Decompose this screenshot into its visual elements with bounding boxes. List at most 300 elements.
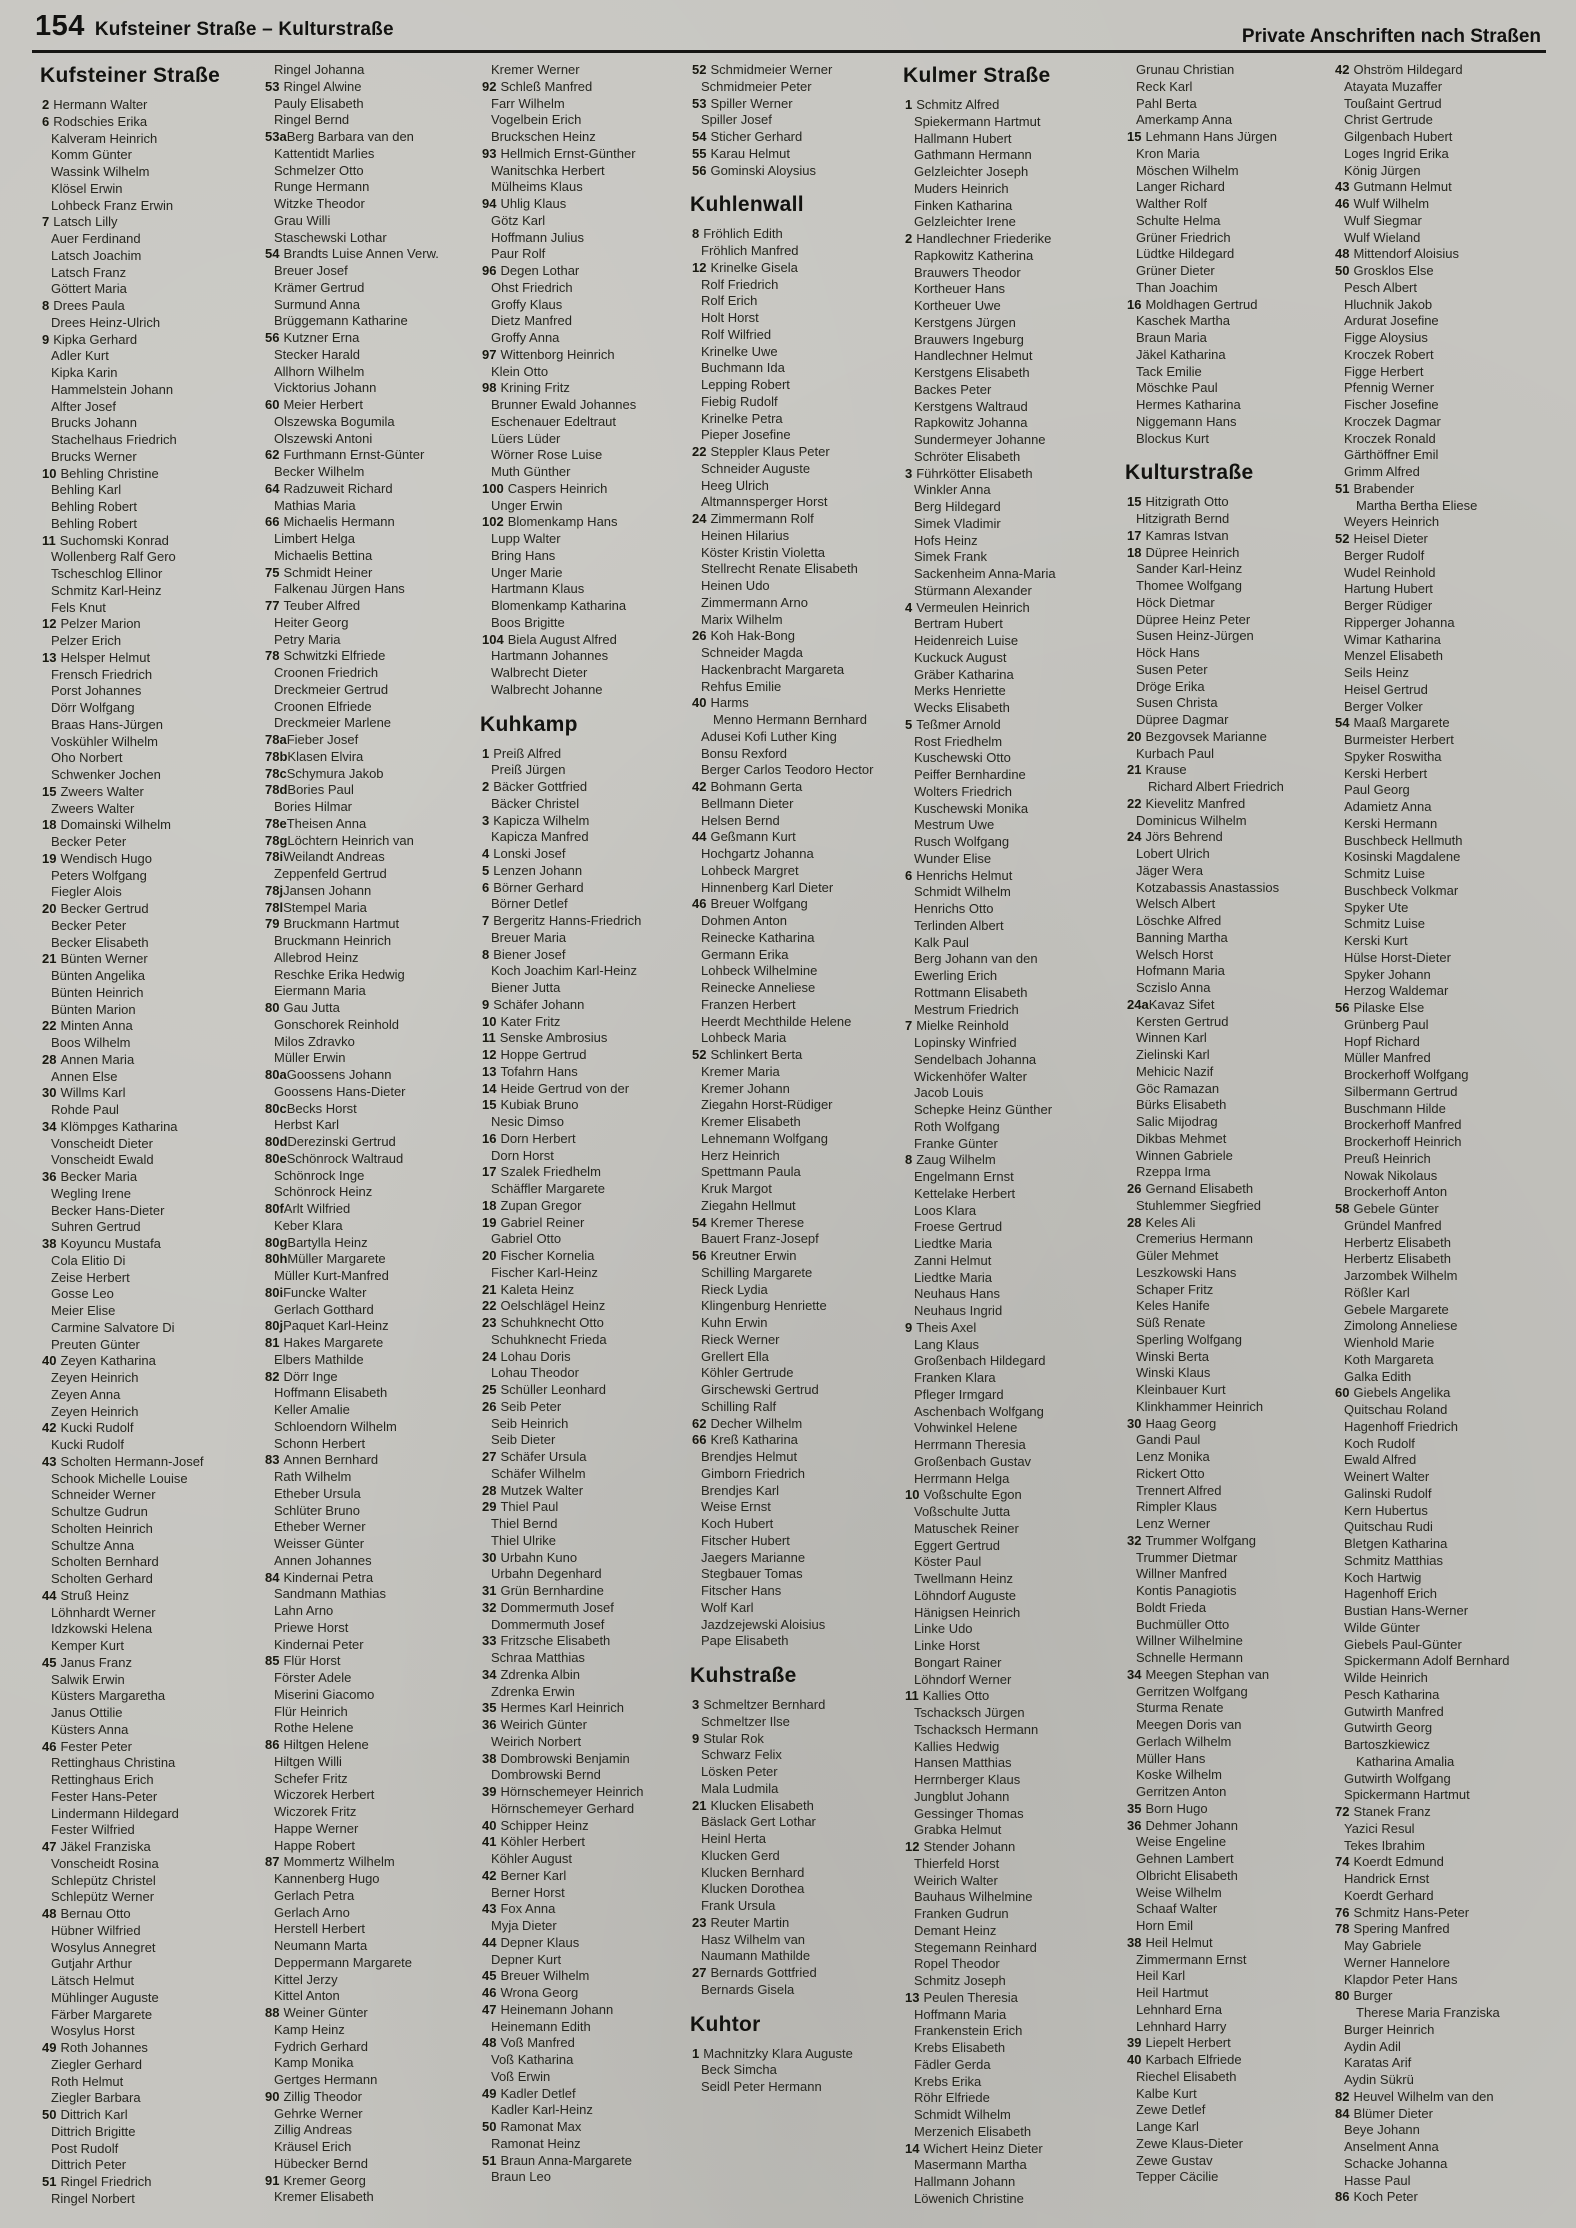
resident-name: Grosklos Else <box>1353 263 1434 278</box>
resident-name: Silbermann Gertrud <box>1344 1083 1458 1099</box>
resident-name: Cola Elitio Di <box>51 1252 126 1268</box>
resident-name: Christ Gertrude <box>1344 112 1433 128</box>
resident-name: Gutwirth Wolfgang <box>1344 1770 1451 1786</box>
resident-name: Wilde Heinrich <box>1344 1670 1428 1685</box>
house-number: 4 <box>905 599 913 615</box>
resident-name: Fitscher Hans <box>701 1583 782 1598</box>
house-number: 26 <box>482 1398 497 1414</box>
resident-name: Jaegers Marianne <box>701 1549 806 1565</box>
resident-name: Miserini Giacomo <box>274 1686 375 1702</box>
house-number: 80j <box>265 1318 284 1334</box>
header-rule <box>32 50 1546 53</box>
house-number: 8 <box>692 226 700 242</box>
resident-name: Jarzombek Wilhelm <box>1344 1268 1458 1283</box>
entry-line <box>692 1965 910 1982</box>
resident-name: Linke Horst <box>914 1638 980 1653</box>
resident-name: Schaaf Walter <box>1136 1901 1218 1917</box>
resident-name: Boldt Frieda <box>1136 1599 1207 1615</box>
house-number: 84 <box>1335 2105 1350 2121</box>
entry-line <box>692 1164 910 1181</box>
entry-line <box>482 1382 700 1399</box>
resident-name: Meegen Stephan van <box>1145 1666 1270 1682</box>
entry-line <box>905 1320 1123 1337</box>
house-number: 54 <box>265 246 280 262</box>
resident-name: Katharina Amalia <box>1356 1753 1455 1769</box>
resident-name: Minten Anna <box>60 1018 133 1034</box>
entry-line <box>1335 1871 1553 1888</box>
entry-line <box>42 2023 260 2040</box>
resident-name: Auer Ferdinand <box>51 231 141 246</box>
entry-line <box>1127 1516 1345 1533</box>
resident-name: Wörner Rose Luise <box>491 447 603 463</box>
resident-name: Spering Manfred <box>1353 1921 1450 1937</box>
resident-name: Dominicus Wilhelm <box>1136 812 1247 828</box>
entry-line <box>265 749 483 766</box>
entry-line <box>1127 1047 1345 1064</box>
resident-name: Meegen Doris van <box>1136 1717 1242 1732</box>
resident-name: Kremer Maria <box>701 1063 780 1079</box>
entry-line <box>692 679 910 696</box>
resident-name: Göc Ramazan <box>1136 1080 1220 1096</box>
resident-name: Koyuncu Mustafa <box>60 1236 161 1251</box>
house-number: 54 <box>1335 715 1350 731</box>
house-number: 24 <box>1127 829 1142 845</box>
resident-name: Dittrich Karl <box>60 2107 128 2122</box>
resident-name: Klucken Gerd <box>701 1847 780 1863</box>
entry-line <box>1335 1000 1553 1017</box>
resident-name: Kleinbauer Kurt <box>1136 1382 1226 1397</box>
resident-name: Braun Maria <box>1136 330 1207 345</box>
resident-name: Kamp Monika <box>274 2055 354 2071</box>
resident-name: Spyker Roswitha <box>1344 748 1442 764</box>
entry-line <box>265 1235 483 1252</box>
resident-name: Gernand Elisabeth <box>1145 1181 1254 1196</box>
resident-name: Wassink Wilhelm <box>51 164 150 179</box>
resident-name: Annen Bernhard <box>283 1452 379 1468</box>
resident-name: Heisel Dieter <box>1353 531 1428 546</box>
resident-name: Schwarz Felix <box>701 1747 782 1763</box>
house-number: 3 <box>692 1697 700 1712</box>
entry-line <box>1127 1081 1345 1098</box>
resident-name: Schröter Elisabeth <box>914 448 1021 464</box>
resident-name: Pelzer Marion <box>60 616 141 632</box>
entry-line <box>905 918 1123 935</box>
resident-name: Gonschorek Reinhold <box>274 1016 400 1032</box>
resident-name: Witzke Theodor <box>274 196 365 211</box>
entry-line <box>42 750 260 767</box>
entry-line <box>42 851 260 868</box>
resident-name: Spickermann Hartmut <box>1344 1787 1470 1803</box>
entry-line <box>265 1184 483 1201</box>
entry-line <box>1335 1402 1553 1419</box>
entry-line <box>1335 1318 1553 1335</box>
resident-name: Heiter Georg <box>274 614 349 630</box>
entry-line <box>905 2074 1123 2091</box>
resident-name: Stellrecht Renate Elisabeth <box>701 561 858 577</box>
entry-line <box>1335 1854 1553 1871</box>
entry-line <box>265 330 483 347</box>
house-number: 53 <box>692 95 707 111</box>
house-number: 80f <box>265 1201 284 1216</box>
resident-name: Hochgartz Johanna <box>701 846 814 861</box>
entry-line <box>482 1818 700 1835</box>
entry-line <box>265 1034 483 1051</box>
entry-line <box>265 1955 483 1972</box>
house-number: 51 <box>42 2174 57 2189</box>
resident-name: Jäkel Katharina <box>1136 346 1226 362</box>
entry-line <box>1127 1734 1345 1751</box>
entry-line <box>42 265 260 282</box>
entry-line <box>692 1265 910 1282</box>
resident-name: Stempel Maria <box>283 899 367 915</box>
entry-line <box>42 1320 260 1337</box>
resident-name: Peulen Theresia <box>923 1989 1018 2005</box>
entry-line <box>692 779 910 796</box>
house-number: 1 <box>692 2045 700 2061</box>
house-number: 35 <box>482 1700 497 1716</box>
entry-line <box>905 1085 1123 1102</box>
entry-line <box>1127 297 1345 314</box>
resident-name: Schlepütz Werner <box>51 1889 155 1905</box>
entry-line <box>905 1822 1123 1839</box>
resident-name: Riechel Elisabeth <box>1136 2068 1237 2084</box>
entry-line <box>265 1888 483 1905</box>
entry-line <box>905 482 1123 499</box>
resident-name: Kittel Jerzy <box>274 1971 338 1987</box>
resident-name: Kontis Panagiotis <box>1136 1583 1237 1598</box>
house-number: 43 <box>482 1901 497 1917</box>
resident-name: Kapicza Wilhelm <box>493 812 590 828</box>
resident-name: Kerski Kurt <box>1344 933 1408 948</box>
entry-line <box>1127 1231 1345 1248</box>
entry-line <box>482 96 700 113</box>
resident-name: Hübecker Bernd <box>274 2155 368 2171</box>
entry-line <box>482 1885 700 1902</box>
entry-line <box>1127 561 1345 578</box>
entry-line <box>42 248 260 265</box>
resident-name: Pape Elisabeth <box>701 1633 789 1649</box>
resident-name: Fydrich Gerhard <box>274 2038 368 2054</box>
resident-name: Schmitz Matthias <box>1344 1552 1443 1568</box>
entry-line <box>482 997 700 1014</box>
resident-name: Pesch Katharina <box>1344 1686 1440 1702</box>
resident-name: Lohau Theodor <box>491 1365 579 1381</box>
entry-line <box>905 198 1123 215</box>
entry-line <box>265 431 483 448</box>
street-heading: Kulmer Straße <box>903 64 1051 87</box>
house-number: 78j <box>265 882 284 898</box>
resident-name: Gutwirth Manfred <box>1344 1703 1444 1719</box>
house-number: 36 <box>42 1169 57 1184</box>
entry-line <box>42 633 260 650</box>
resident-name: Becker Hans-Dieter <box>51 1202 165 1218</box>
entry-line <box>905 382 1123 399</box>
entry-line <box>692 829 910 846</box>
resident-name: Kremer Werner <box>491 62 580 77</box>
resident-name: Seils Heinz <box>1344 665 1410 680</box>
entry-line <box>1335 1737 1553 1754</box>
entry-line <box>905 516 1123 533</box>
resident-name: Schymura Jakob <box>286 765 384 781</box>
resident-name: Froese Gertrud <box>914 1219 1003 1235</box>
resident-name: Blümer Dieter <box>1353 2105 1433 2121</box>
entry-line <box>265 531 483 548</box>
house-number: 86 <box>1335 2189 1350 2205</box>
entry-line <box>692 1915 910 1932</box>
entry-line <box>1127 1064 1345 1081</box>
entry-line <box>482 414 700 431</box>
entry-line <box>692 1047 910 1064</box>
resident-name: Göttert Maria <box>51 281 127 297</box>
resident-name: Bernau Otto <box>60 1906 131 1921</box>
entry-line <box>692 1382 910 1399</box>
house-number: 94 <box>482 196 497 211</box>
entry-line <box>1335 62 1553 79</box>
entry-line <box>692 1332 910 1349</box>
house-number: 76 <box>1335 1904 1350 1920</box>
resident-name: Priewe Horst <box>274 1619 349 1635</box>
entry-line <box>692 1814 910 1831</box>
house-number: 10 <box>482 1013 497 1029</box>
entry-line <box>265 1067 483 1084</box>
entry-line <box>1335 1620 1553 1637</box>
house-number: 62 <box>692 1415 707 1431</box>
house-number: 40 <box>482 1817 497 1833</box>
resident-name: Grellert Ella <box>701 1348 769 1364</box>
resident-name: Thiel Bernd <box>491 1516 558 1531</box>
entry-line <box>905 2023 1123 2040</box>
entry-line <box>1127 779 1345 796</box>
house-number: 38 <box>1127 1934 1142 1950</box>
entry-line <box>1127 863 1345 880</box>
entry-line <box>1335 1419 1553 1436</box>
entry-line <box>42 164 260 181</box>
resident-name: Koch Hartwig <box>1344 1569 1422 1585</box>
house-number: 9 <box>482 996 490 1012</box>
entry-line <box>1335 565 1553 582</box>
resident-name: Horn Emil <box>1136 1918 1194 1933</box>
resident-name: Gerritzen Anton <box>1136 1784 1227 1799</box>
entry-line <box>1127 628 1345 645</box>
entry-line <box>1127 1131 1345 1148</box>
entry-line <box>692 1747 910 1764</box>
entry-line <box>905 1203 1123 1220</box>
entry-line <box>1335 799 1553 816</box>
resident-name: Kroczek Dagmar <box>1344 413 1441 429</box>
resident-name: Liedtke Maria <box>914 1269 993 1285</box>
resident-name: Scholten Heinrich <box>51 1520 153 1536</box>
entry-line <box>1335 2039 1553 2056</box>
entry-line <box>692 1982 910 1999</box>
entry-line <box>905 1303 1123 1320</box>
resident-name: Finken Katharina <box>914 197 1013 213</box>
resident-name: Pieper Josefine <box>701 427 791 443</box>
resident-name: Hänigsen Heinrich <box>914 1604 1021 1620</box>
resident-name: Henrichs Otto <box>914 901 994 916</box>
entry-line <box>1127 62 1345 79</box>
entry-line <box>482 1700 700 1717</box>
entry-line <box>692 896 910 913</box>
entry-line <box>1127 662 1345 679</box>
resident-name: Schlüter Bruno <box>274 1502 360 1518</box>
entry-line <box>692 1798 910 1815</box>
entry-line <box>265 1017 483 1034</box>
entry-line <box>482 146 700 163</box>
resident-name: Lehnemann Wolfgang <box>701 1130 828 1146</box>
resident-name: Mielke Reinhold <box>916 1018 1009 1034</box>
entry-line <box>692 645 910 662</box>
resident-name: Vogelbein Erich <box>491 112 582 128</box>
entry-line <box>905 851 1123 868</box>
entry-line <box>1335 1771 1553 1788</box>
resident-name: Weirich Günter <box>500 1717 587 1732</box>
resident-name: Wendisch Hugo <box>60 850 153 866</box>
resident-name: Handlechner Friederike <box>916 231 1052 246</box>
resident-name: Kalk Paul <box>914 934 969 950</box>
entry-line <box>1335 464 1553 481</box>
entry-line <box>482 2102 700 2119</box>
resident-name: Ramonat Max <box>500 2119 582 2134</box>
resident-name: Mülheims Klaus <box>491 179 583 195</box>
house-number: 6 <box>42 113 50 129</box>
entry-line <box>42 516 260 533</box>
resident-name: Flür Heinrich <box>274 1703 348 1719</box>
entry-line <box>482 1952 700 1969</box>
resident-name: Seib Peter <box>500 1398 562 1414</box>
entry-line <box>265 883 483 900</box>
entry-line <box>265 96 483 113</box>
resident-name: Spyker Ute <box>1344 899 1409 915</box>
resident-name: Gebele Günter <box>1353 1201 1439 1216</box>
entry-line <box>1335 1503 1553 1520</box>
resident-name: Bünten Werner <box>60 951 148 967</box>
entry-line <box>482 1315 700 1332</box>
entry-line <box>692 226 910 243</box>
entry-line <box>692 411 910 428</box>
resident-name: Berg Hildegard <box>914 499 1001 514</box>
resident-name: Schacke Johanna <box>1344 2155 1448 2171</box>
entry-line <box>692 129 910 146</box>
resident-name: Bories Paul <box>287 782 354 798</box>
house-number: 80i <box>265 1284 284 1300</box>
resident-name: Rothe Helene <box>274 1720 354 1736</box>
resident-name: Groffy Anna <box>491 330 560 345</box>
house-number: 9 <box>905 1319 913 1335</box>
resident-name: Hallmann Johann <box>914 2174 1016 2189</box>
resident-name: Fischer Josefine <box>1344 397 1439 412</box>
resident-name: Stular Rok <box>703 1730 764 1746</box>
entry-line <box>905 2124 1123 2141</box>
resident-name: Degen Lothar <box>500 263 580 278</box>
entry-line <box>1127 1332 1345 1349</box>
resident-name: Loges Ingrid Erika <box>1344 145 1449 161</box>
resident-name: Preuß Heinrich <box>1344 1150 1431 1166</box>
resident-name: Köhler Gertrude <box>701 1365 794 1381</box>
resident-name: Buchmüller Otto <box>1136 1616 1230 1632</box>
entry-line <box>265 900 483 917</box>
resident-name: Meier Elise <box>51 1303 116 1318</box>
street-heading: Kufsteiner Straße <box>40 64 221 87</box>
resident-name: Mittendorf Aloisius <box>1353 246 1459 262</box>
resident-name: Weiner Günter <box>283 2005 368 2020</box>
resident-name: Weyers Heinrich <box>1344 514 1440 530</box>
resident-name: Lohbeck Margret <box>701 862 799 878</box>
resident-name: Keller Amalie <box>274 1402 350 1417</box>
resident-name: Schmitz Luise <box>1344 866 1425 881</box>
resident-name: Teuber Alfred <box>283 598 361 613</box>
entry-line <box>1335 79 1553 96</box>
entry-line <box>1127 263 1345 280</box>
resident-name: Schmelzer Otto <box>274 162 364 178</box>
entry-line <box>1127 196 1345 213</box>
house-number: 78e <box>265 815 287 831</box>
entry-line <box>692 1932 910 1949</box>
entry-line <box>265 2022 483 2039</box>
house-number: 28 <box>482 1482 497 1498</box>
entry-line <box>905 1940 1123 1957</box>
resident-name: Salic Mijodrag <box>1136 1114 1218 1129</box>
entry-line <box>1335 96 1553 113</box>
entry-line <box>692 1865 910 1882</box>
resident-name: Bergeritz Hanns-Friedrich <box>493 913 642 928</box>
house-number: 7 <box>905 1018 913 1034</box>
resident-name: Grün Bernhardine <box>500 1583 604 1598</box>
resident-name: Schlepütz Christel <box>51 1872 156 1888</box>
entry-line <box>905 1772 1123 1789</box>
entry-line <box>265 1653 483 1670</box>
resident-name: Banning Martha <box>1136 929 1228 945</box>
resident-name: Schmitz Karl-Heinz <box>51 582 162 598</box>
entry-line <box>42 1487 260 1504</box>
resident-name: Gerlach Wilhelm <box>1136 1733 1232 1749</box>
entry-line <box>265 816 483 833</box>
entry-line <box>265 1436 483 1453</box>
entry-line <box>42 884 260 901</box>
resident-name: Krinelke Gisela <box>710 259 798 275</box>
entry-line <box>692 846 910 863</box>
resident-name: May Gabriele <box>1344 1938 1422 1953</box>
entry-line <box>1335 1285 1553 1302</box>
entry-line <box>265 699 483 716</box>
resident-name: Herz Heinrich <box>701 1147 780 1163</box>
house-number: 78 <box>1335 1921 1350 1937</box>
resident-name: Dommermuth Josef <box>500 1599 614 1615</box>
house-number: 18 <box>42 817 57 833</box>
entry-line <box>265 1586 483 1603</box>
resident-name: Giebels Angelika <box>1353 1385 1451 1401</box>
entry-line <box>482 2136 700 2153</box>
resident-name: Hoffmann Elisabeth <box>274 1385 388 1401</box>
house-number: 20 <box>482 1248 497 1263</box>
house-number: 14 <box>482 1080 497 1096</box>
entry-line <box>42 985 260 1002</box>
resident-name: Bring Hans <box>491 547 556 563</box>
entry-line <box>1127 1751 1345 1768</box>
resident-name: Schneider Werner <box>51 1487 156 1503</box>
entry-line <box>1127 1784 1345 1801</box>
resident-name: Rodschies Erika <box>53 113 148 129</box>
resident-name: Tscheschlog Ellinor <box>51 566 163 581</box>
entry-line <box>42 834 260 851</box>
resident-name: Klucken Elisabeth <box>710 1797 814 1813</box>
entry-line <box>692 1231 910 1248</box>
entry-line <box>905 1454 1123 1471</box>
resident-name: Bartoszkiewicz <box>1344 1737 1430 1752</box>
resident-name: Fiebig Rudolf <box>701 393 778 409</box>
entry-line <box>482 1030 700 1047</box>
resident-name: Wollenberg Ralf Gero <box>51 549 176 565</box>
resident-name: Beck Simcha <box>701 2062 777 2078</box>
